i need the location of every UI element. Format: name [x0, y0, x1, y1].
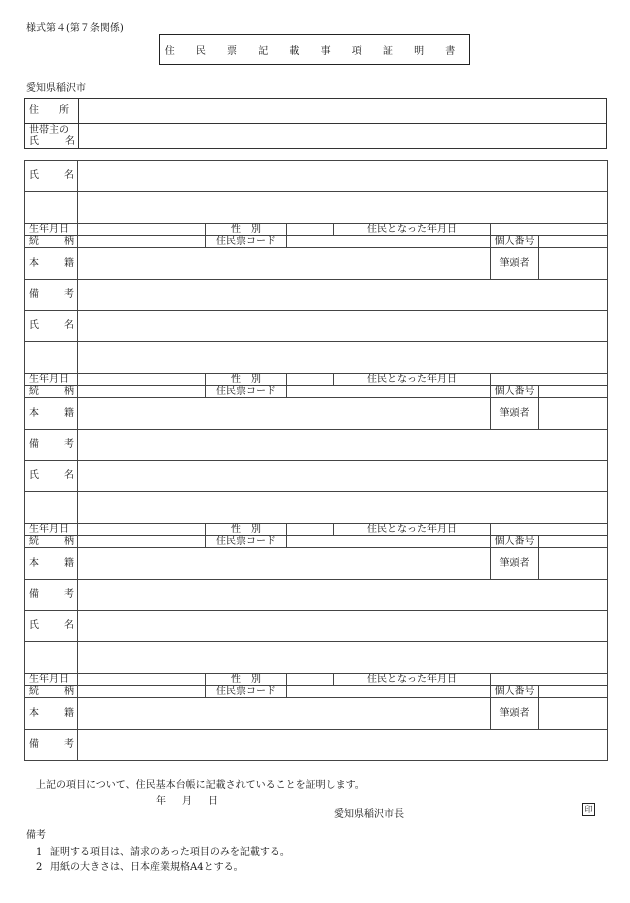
- remarks-field[interactable]: [78, 430, 608, 461]
- birthdate-field[interactable]: [78, 374, 206, 386]
- resident-code-label: 住民票コード: [206, 236, 287, 248]
- person-row: [25, 461, 608, 492]
- domicile-label-a: 本: [29, 707, 39, 719]
- remarks-field[interactable]: [78, 280, 608, 311]
- name-label-a: 氏: [29, 470, 39, 481]
- note-item: [36, 858, 244, 873]
- householder-label-a: 氏: [29, 136, 39, 147]
- city-name: 愛知県稲沢市: [26, 83, 86, 94]
- relationship-label-cell: [25, 536, 78, 548]
- relationship-label-cell: [25, 236, 78, 248]
- notes-heading: 備考: [26, 830, 46, 841]
- sex-field[interactable]: [287, 674, 334, 686]
- resident-date-field[interactable]: [491, 224, 608, 236]
- remarks-label-cell: [25, 730, 78, 761]
- resident-date-label: 住民となった年月日: [334, 224, 491, 236]
- individual-number-label: 個人番号: [491, 536, 539, 548]
- remarks-label-cell: [25, 580, 78, 611]
- relationship-label-b: 柄: [64, 535, 74, 547]
- relationship-label-b: 柄: [64, 685, 74, 697]
- person-row: [25, 611, 608, 642]
- person-row: [25, 524, 608, 536]
- resident-date-label: 住民となった年月日: [334, 374, 491, 386]
- birthdate-label: 生年月日: [29, 523, 69, 535]
- name-label-a: 氏: [29, 620, 39, 631]
- head-of-register-label: 筆頭者: [491, 398, 539, 430]
- head-of-register-label: 筆頭者: [491, 548, 539, 580]
- name-field[interactable]: [78, 161, 608, 192]
- name-sub-label-cell: [25, 492, 78, 524]
- name-field[interactable]: [78, 611, 608, 642]
- domicile-field[interactable]: [78, 698, 491, 730]
- domicile-label-a: 本: [29, 407, 39, 419]
- birthdate-label-cell: [25, 524, 78, 536]
- person-row: [25, 686, 608, 698]
- address-table: [24, 98, 607, 149]
- domicile-label-cell: [25, 548, 78, 580]
- relationship-label-cell: [25, 386, 78, 398]
- birthdate-label-cell: [25, 674, 78, 686]
- sex-label: 性 別: [206, 674, 287, 686]
- sex-field[interactable]: [287, 524, 334, 536]
- name-sub-label-cell: [25, 342, 78, 374]
- note-number: 2: [36, 862, 43, 873]
- head-of-register-field[interactable]: [539, 248, 608, 280]
- resident-code-label: 住民票コード: [206, 686, 287, 698]
- sex-field[interactable]: [287, 224, 334, 236]
- individual-number-label: 個人番号: [491, 236, 539, 248]
- certification-statement: 上記の項目について、住民基本台帳に記載されていることを証明します。: [36, 780, 365, 791]
- person-row: [25, 430, 608, 461]
- remarks-field[interactable]: [78, 730, 608, 761]
- individual-number-label: 個人番号: [491, 386, 539, 398]
- head-of-register-field[interactable]: [539, 398, 608, 430]
- birthdate-label: 生年月日: [29, 373, 69, 385]
- resident-code-label: 住民票コード: [206, 386, 287, 398]
- name-field[interactable]: [78, 311, 608, 342]
- relationship-field[interactable]: [78, 386, 206, 398]
- date-month: 月: [182, 796, 192, 807]
- remarks-label-b: 考: [64, 439, 74, 450]
- address-field[interactable]: [79, 99, 607, 124]
- head-of-register-label: 筆頭者: [491, 248, 539, 280]
- remarks-label-cell: [25, 280, 78, 311]
- name-label-b: 名: [64, 320, 74, 331]
- domicile-label-cell: [25, 398, 78, 430]
- resident-date-field[interactable]: [491, 674, 608, 686]
- individual-number-label: 個人番号: [491, 686, 539, 698]
- remarks-label-cell: [25, 430, 78, 461]
- remarks-label-a: 備: [29, 439, 39, 450]
- birthdate-label-cell: [25, 224, 78, 236]
- sex-label: 性 別: [206, 524, 287, 536]
- individual-number-field[interactable]: [539, 386, 608, 398]
- person-row: [25, 548, 608, 580]
- name-sub-field[interactable]: [78, 342, 608, 374]
- person-row: [25, 342, 608, 374]
- birthdate-label: 生年月日: [29, 223, 69, 235]
- person-row: [25, 674, 608, 686]
- name-label-b: 名: [64, 170, 74, 181]
- resident-code-field[interactable]: [287, 686, 491, 698]
- seal-mark: 印: [582, 803, 595, 816]
- person-row: [25, 224, 608, 236]
- name-label-cell: [25, 311, 78, 342]
- persons-table: [24, 160, 608, 761]
- resident-date-field[interactable]: [491, 524, 608, 536]
- remarks-label-a: 備: [29, 289, 39, 300]
- remarks-label-b: 考: [64, 289, 74, 300]
- name-label-a: 氏: [29, 320, 39, 331]
- householder-name-field[interactable]: [79, 124, 607, 149]
- resident-code-field[interactable]: [287, 536, 491, 548]
- relationship-label-a: 続: [29, 685, 39, 697]
- sex-field[interactable]: [287, 374, 334, 386]
- birthdate-field[interactable]: [78, 674, 206, 686]
- name-label-cell: [25, 161, 78, 192]
- resident-date-label: 住民となった年月日: [334, 524, 491, 536]
- individual-number-field[interactable]: [539, 686, 608, 698]
- head-of-register-label: 筆頭者: [491, 698, 539, 730]
- head-of-register-field[interactable]: [539, 698, 608, 730]
- domicile-label-b: 籍: [64, 407, 74, 419]
- householder-label-line1: 世帯主の: [29, 125, 69, 136]
- note-text: 用紙の大きさは、日本産業規格A4とする。: [50, 862, 244, 873]
- name-field[interactable]: [78, 461, 608, 492]
- relationship-label-a: 続: [29, 235, 39, 247]
- relationship-label-a: 続: [29, 535, 39, 547]
- domicile-field[interactable]: [78, 548, 491, 580]
- domicile-field[interactable]: [78, 398, 491, 430]
- person-row: [25, 698, 608, 730]
- resident-code-field[interactable]: [287, 386, 491, 398]
- resident-code-label: 住民票コード: [206, 536, 287, 548]
- relationship-field[interactable]: [78, 686, 206, 698]
- name-sub-label-cell: [25, 642, 78, 674]
- document-title: 住 民 票 記 載 事 項 証 明 書: [159, 34, 470, 65]
- relationship-label-cell: [25, 686, 78, 698]
- remarks-label-a: 備: [29, 739, 39, 750]
- person-row: [25, 642, 608, 674]
- relationship-label-a: 続: [29, 385, 39, 397]
- householder-label-cell: [25, 124, 79, 149]
- person-row: [25, 161, 608, 192]
- birthdate-label-cell: [25, 374, 78, 386]
- note-text: 証明する項目は、請求のあった項目のみを記載する。: [50, 847, 290, 858]
- name-sub-label-cell: [25, 192, 78, 224]
- head-of-register-field[interactable]: [539, 548, 608, 580]
- resident-code-field[interactable]: [287, 236, 491, 248]
- date-year: 年: [156, 796, 166, 807]
- name-sub-field[interactable]: [78, 492, 608, 524]
- birthdate-field[interactable]: [78, 524, 206, 536]
- sex-label: 性 別: [206, 374, 287, 386]
- domicile-label-b: 籍: [64, 707, 74, 719]
- form-number: 様式第４(第７条関係): [26, 23, 124, 34]
- relationship-label-b: 柄: [64, 235, 74, 247]
- birthdate-label: 生年月日: [29, 673, 69, 685]
- name-sub-field[interactable]: [78, 192, 608, 224]
- date-line: [156, 792, 234, 807]
- remarks-field[interactable]: [78, 580, 608, 611]
- resident-date-field[interactable]: [491, 374, 608, 386]
- person-row: [25, 580, 608, 611]
- remarks-label-b: 考: [64, 739, 74, 750]
- person-row: [25, 248, 608, 280]
- name-label-b: 名: [64, 620, 74, 631]
- note-item: [36, 843, 290, 858]
- name-label-cell: [25, 461, 78, 492]
- person-row: [25, 236, 608, 248]
- domicile-field[interactable]: [78, 248, 491, 280]
- person-row: [25, 730, 608, 761]
- address-label: 住 所: [29, 105, 69, 116]
- name-label-b: 名: [64, 470, 74, 481]
- individual-number-field[interactable]: [539, 236, 608, 248]
- person-row: [25, 374, 608, 386]
- address-label-cell: [25, 99, 79, 124]
- person-row: [25, 192, 608, 224]
- domicile-label-b: 籍: [64, 557, 74, 569]
- note-number: 1: [36, 847, 43, 858]
- domicile-label-a: 本: [29, 557, 39, 569]
- person-row: [25, 386, 608, 398]
- name-sub-field[interactable]: [78, 642, 608, 674]
- birthdate-field[interactable]: [78, 224, 206, 236]
- person-row: [25, 280, 608, 311]
- relationship-field[interactable]: [78, 236, 206, 248]
- name-label-a: 氏: [29, 170, 39, 181]
- remarks-label-a: 備: [29, 589, 39, 600]
- sex-label: 性 別: [206, 224, 287, 236]
- mayor-title: 愛知県稲沢市長: [334, 809, 404, 820]
- relationship-label-b: 柄: [64, 385, 74, 397]
- individual-number-field[interactable]: [539, 536, 608, 548]
- remarks-label-b: 考: [64, 589, 74, 600]
- domicile-label-a: 本: [29, 257, 39, 269]
- person-row: [25, 398, 608, 430]
- resident-date-label: 住民となった年月日: [334, 674, 491, 686]
- relationship-field[interactable]: [78, 536, 206, 548]
- domicile-label-cell: [25, 248, 78, 280]
- domicile-label-cell: [25, 698, 78, 730]
- date-day: 日: [208, 796, 218, 807]
- person-row: [25, 492, 608, 524]
- person-row: [25, 536, 608, 548]
- name-label-cell: [25, 611, 78, 642]
- householder-label-b: 名: [65, 136, 75, 147]
- person-row: [25, 311, 608, 342]
- domicile-label-b: 籍: [64, 257, 74, 269]
